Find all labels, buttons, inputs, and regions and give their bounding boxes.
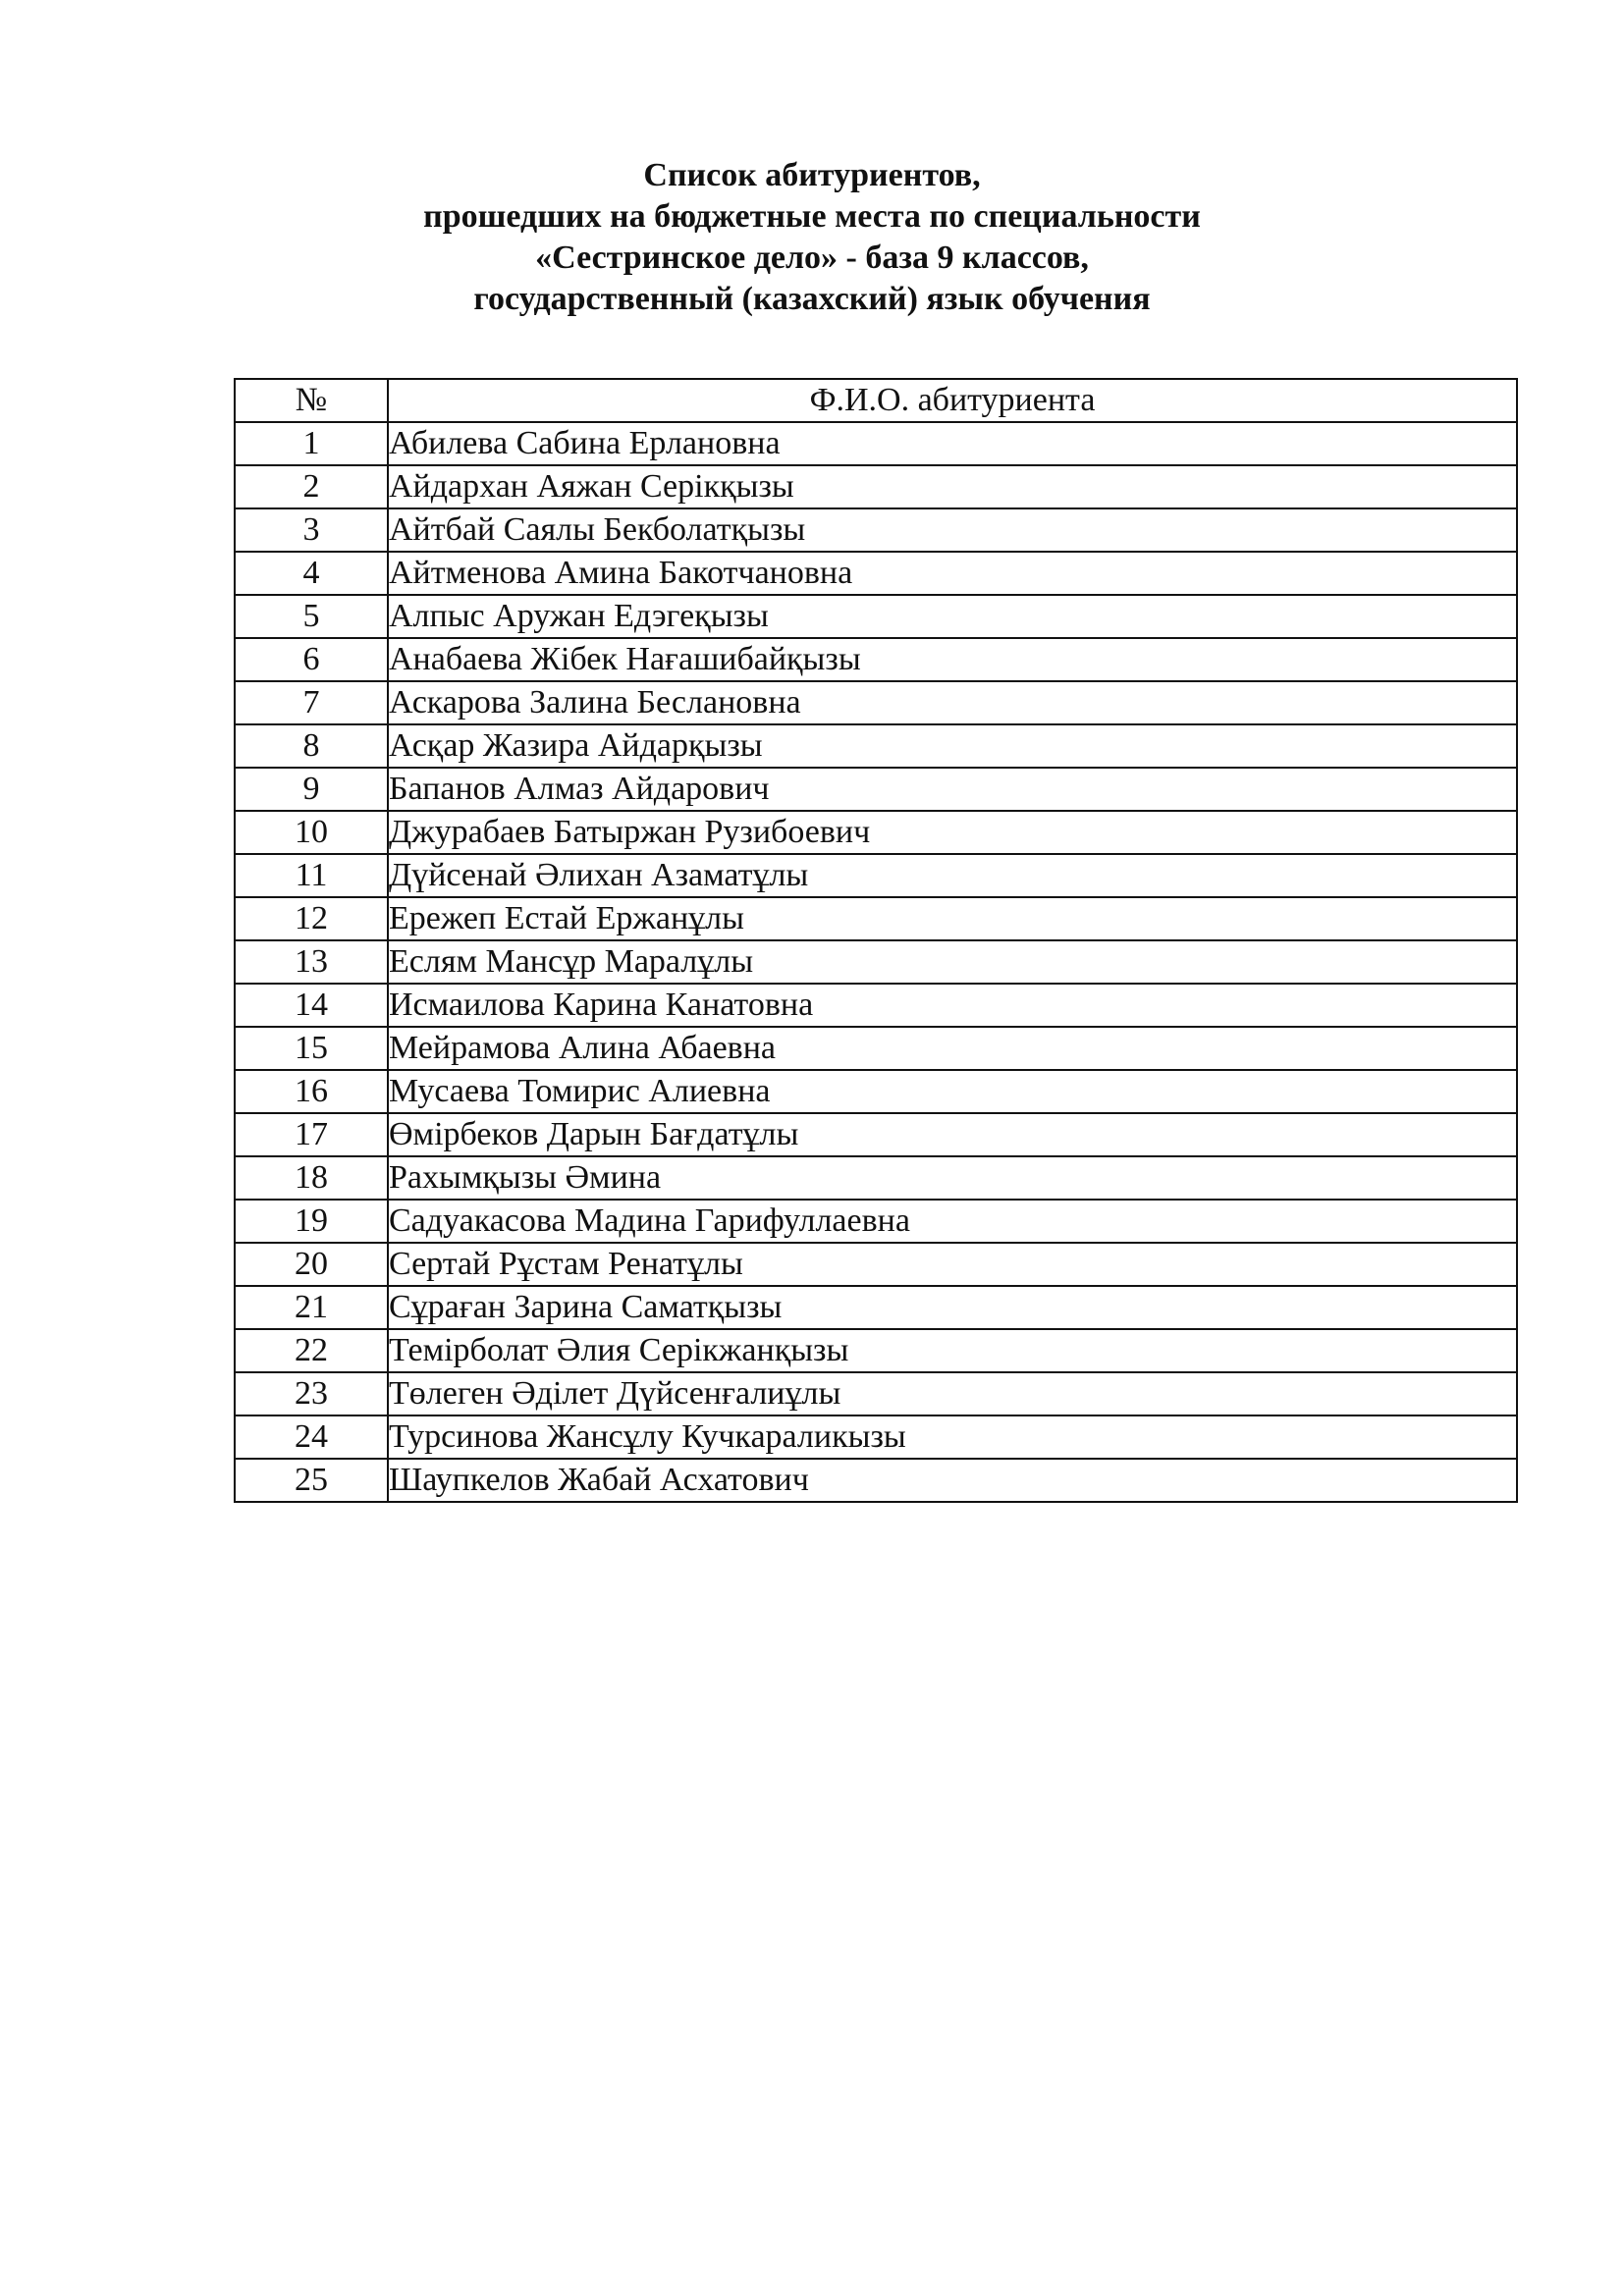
- document-title: [0, 155, 1624, 320]
- table-row: [235, 1113, 1517, 1156]
- applicant-name: Анабаева Жібек Нағашибайқызы: [388, 638, 1517, 681]
- table-row: [235, 1415, 1517, 1459]
- applicant-name: Аскарова Залина Беслановна: [388, 681, 1517, 724]
- row-number: 10: [235, 811, 388, 854]
- table-row: [235, 897, 1517, 940]
- row-number: 11: [235, 854, 388, 897]
- row-number: 12: [235, 897, 388, 940]
- applicants-table: [234, 378, 1518, 1503]
- table-row: [235, 1286, 1517, 1329]
- row-number: 22: [235, 1329, 388, 1372]
- applicant-name: Мусаева Томирис Алиевна: [388, 1070, 1517, 1113]
- row-number: 8: [235, 724, 388, 768]
- applicant-name: Темірболат Әлия Серікжанқызы: [388, 1329, 1517, 1372]
- row-number: 18: [235, 1156, 388, 1200]
- applicant-name: Бапанов Алмаз Айдарович: [388, 768, 1517, 811]
- applicant-name: Дүйсенай Әлихан Азаматұлы: [388, 854, 1517, 897]
- applicant-name: Алпыс Аружан Едэгеқызы: [388, 595, 1517, 638]
- table-row: [235, 422, 1517, 465]
- row-number: 9: [235, 768, 388, 811]
- row-number: 21: [235, 1286, 388, 1329]
- table-row: [235, 1027, 1517, 1070]
- applicant-name: Сертай Рұстам Ренатұлы: [388, 1243, 1517, 1286]
- applicant-name: Исмаилова Карина Канатовна: [388, 984, 1517, 1027]
- row-number: 7: [235, 681, 388, 724]
- applicant-name: Джурабаев Батыржан Рузибоевич: [388, 811, 1517, 854]
- title-line-3: «Сестринское дело» - база 9 классов,: [535, 240, 1089, 276]
- row-number: 3: [235, 508, 388, 552]
- row-number: 17: [235, 1113, 388, 1156]
- row-number: 15: [235, 1027, 388, 1070]
- table-row: [235, 768, 1517, 811]
- row-number: 6: [235, 638, 388, 681]
- row-number: 13: [235, 940, 388, 984]
- applicant-name: Ережеп Естай Ержанұлы: [388, 897, 1517, 940]
- table-row: [235, 724, 1517, 768]
- applicant-name: Еслям Мансұр Маралұлы: [388, 940, 1517, 984]
- row-number: 5: [235, 595, 388, 638]
- row-number: 4: [235, 552, 388, 595]
- applicant-name: Асқар Жазира Айдарқызы: [388, 724, 1517, 768]
- applicant-name: Айтменова Амина Бакотчановна: [388, 552, 1517, 595]
- row-number: 2: [235, 465, 388, 508]
- row-number: 23: [235, 1372, 388, 1415]
- table-row: [235, 638, 1517, 681]
- row-number: 14: [235, 984, 388, 1027]
- applicant-name: Абилева Сабина Ерлановна: [388, 422, 1517, 465]
- applicant-name: Шаупкелов Жабай Асхатович: [388, 1459, 1517, 1502]
- applicant-name: Турсинова Жансұлу Кучкараликызы: [388, 1415, 1517, 1459]
- header-number: №: [235, 379, 388, 422]
- table-row: [235, 1459, 1517, 1502]
- applicant-name: Өмірбеков Дарын Бағдатұлы: [388, 1113, 1517, 1156]
- applicant-name: Төлеген Әділет Дүйсенғалиұлы: [388, 1372, 1517, 1415]
- title-line-4: государственный (казахский) язык обучения: [473, 281, 1151, 317]
- applicant-name: Рахымқызы Әмина: [388, 1156, 1517, 1200]
- row-number: 24: [235, 1415, 388, 1459]
- table-body: [235, 422, 1517, 1502]
- row-number: 25: [235, 1459, 388, 1502]
- header-name: Ф.И.О. абитуриента: [388, 379, 1517, 422]
- row-number: 19: [235, 1200, 388, 1243]
- applicant-name: Айтбай Саялы Бекболатқызы: [388, 508, 1517, 552]
- table-row: [235, 1372, 1517, 1415]
- table-row: [235, 1329, 1517, 1372]
- applicant-name: Айдархан Аяжан Серікқызы: [388, 465, 1517, 508]
- table-row: [235, 681, 1517, 724]
- table-row: [235, 1070, 1517, 1113]
- row-number: 20: [235, 1243, 388, 1286]
- table-row: [235, 508, 1517, 552]
- row-number: 16: [235, 1070, 388, 1113]
- table-row: [235, 811, 1517, 854]
- table-row: [235, 465, 1517, 508]
- title-line-2: прошедших на бюджетные места по специальности: [423, 198, 1201, 235]
- table-row: [235, 940, 1517, 984]
- table-row: [235, 1243, 1517, 1286]
- applicant-name: Сұраған Зарина Саматқызы: [388, 1286, 1517, 1329]
- table-row: [235, 984, 1517, 1027]
- table-row: [235, 595, 1517, 638]
- row-number: 1: [235, 422, 388, 465]
- table-row: [235, 1200, 1517, 1243]
- applicant-name: Садуакасова Мадина Гарифуллаевна: [388, 1200, 1517, 1243]
- title-line-1: Список абитуриентов,: [643, 157, 981, 193]
- table-header-row: [235, 379, 1517, 422]
- table-row: [235, 854, 1517, 897]
- table-row: [235, 552, 1517, 595]
- table-row: [235, 1156, 1517, 1200]
- applicant-name: Мейрамова Алина Абаевна: [388, 1027, 1517, 1070]
